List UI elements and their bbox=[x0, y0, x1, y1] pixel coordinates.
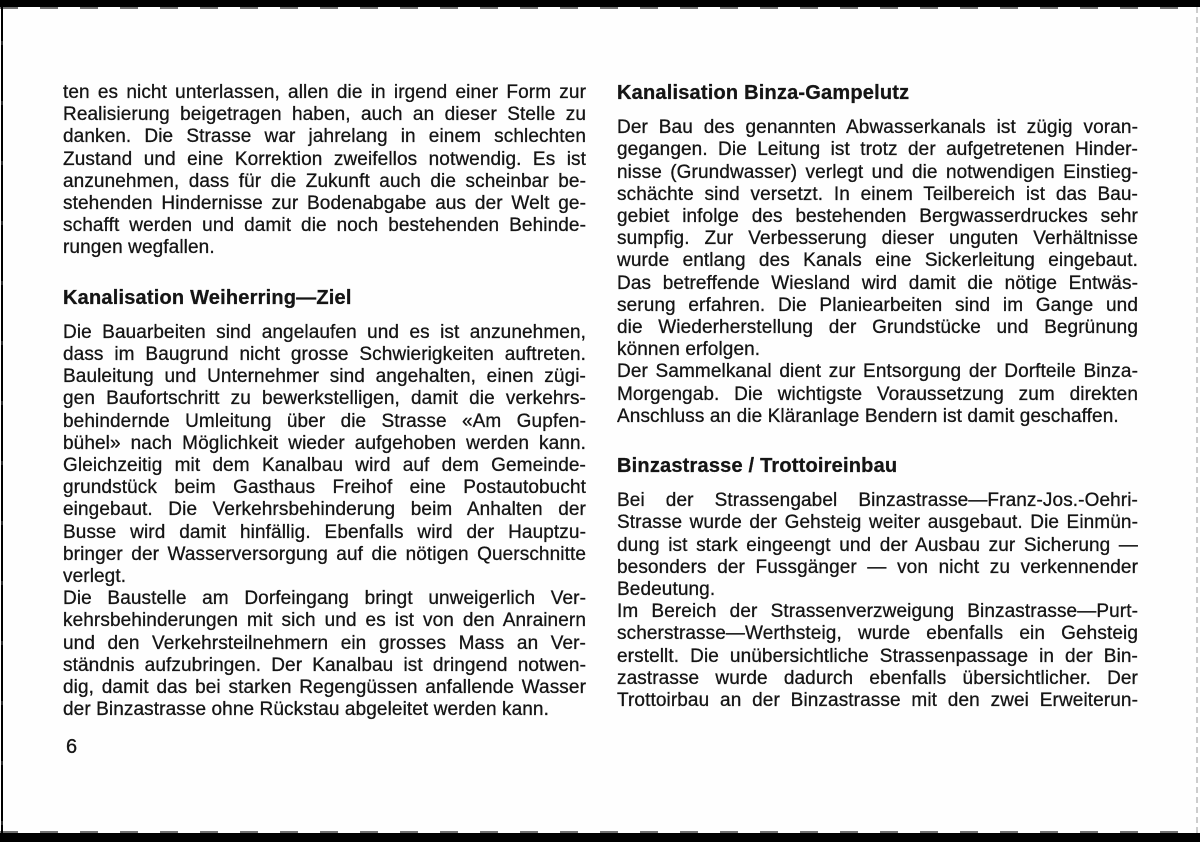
text-line: grundstück beim Gasthaus Freihof eine Postautobucht bbox=[63, 477, 586, 499]
paragraph bbox=[63, 322, 586, 722]
paragraph bbox=[617, 117, 1138, 428]
text-line: bringer der Wasserversorgung auf die nötigen Querschnitte bbox=[63, 543, 586, 565]
text-line: der Binzastrasse ohne Rückstau abgeleitet werden kann. bbox=[63, 699, 549, 721]
text-line: Die Bauarbeiten sind angelaufen und es ist anzunehmen, bbox=[63, 321, 586, 343]
text-line: ten es nicht unterlassen, allen die in irgend einer Form zur bbox=[63, 82, 586, 103]
text-line: sumpfig. Zur Verbesserung dieser unguten Verhältnisse bbox=[617, 228, 1138, 250]
text-line: dass im Baugrund nicht grosse Schwierigkeiten auftreten. bbox=[63, 344, 586, 366]
text-line: Morgengab. Die wichtigste Voraussetzung zum direkten bbox=[617, 383, 1138, 405]
text-line: Im Bereich der Strassenverzweigung Binzastrasse—Purt- bbox=[617, 601, 1138, 623]
text-line: verlegt. bbox=[63, 566, 127, 588]
paragraph bbox=[63, 82, 586, 260]
text-line: anzunehmen, dass für die Zukunft auch die scheinbar be- bbox=[63, 170, 586, 192]
text-line: wurde entlang des Kanals eine Sickerleitung eingebaut. bbox=[617, 250, 1138, 272]
text-line: schafft werden und damit die noch bestehenden Behinde- bbox=[63, 215, 586, 237]
page-number: 6 bbox=[66, 736, 78, 758]
text-line: eingebaut. Die Verkehrsbehinderung beim Anhalten der bbox=[63, 499, 586, 521]
text-line: zastrasse wurde dadurch ebenfalls übersichtlicher. Der bbox=[617, 667, 1138, 689]
text-line: Die Baustelle am Dorfeingang bringt unweigerlich Ver- bbox=[63, 588, 586, 610]
text-line: Anschluss an die Kläranlage Bendern ist damit geschaffen. bbox=[617, 405, 1119, 427]
text-line: erstellt. Die unübersichtliche Strassenpassage in der Bin- bbox=[617, 645, 1138, 667]
text-line: stehenden Hindernisse zur Bodenabgabe aus der Welt ge- bbox=[63, 193, 586, 215]
text-line: behindernde Umleitung über die Strasse «Am Gupfen- bbox=[63, 410, 586, 432]
text-line: gebiet infolge des bestehenden Bergwasserdruckes sehr bbox=[617, 206, 1138, 228]
right-column bbox=[617, 82, 1138, 712]
text-line: Realisierung beigetragen haben, auch an dieser Stelle zu bbox=[63, 104, 586, 126]
text-line: Bei der Strassengabel Binzastrasse—Franz-Jos.-Oehri- bbox=[617, 490, 1138, 512]
text-line: und den Verkehrsteilnehmern ein grosses Mass an Ver- bbox=[63, 632, 586, 654]
scan-edge-right-line bbox=[1196, 7, 1198, 833]
text-line: danken. Die Strasse war jahrelang in einem schlechten bbox=[63, 126, 586, 148]
text-line: Trottoirbau an der Binzastrasse mit den zwei Erweiterun- bbox=[617, 690, 1138, 712]
text-line: bühel» nach Möglichkeit wieder aufgehoben werden kann. bbox=[63, 432, 586, 454]
text-line: gegangen. Die Leitung ist trotz der aufgetretenen Hinder- bbox=[617, 139, 1138, 161]
text-line: die Wiederherstellung der Grundstücke und Begrünung bbox=[617, 317, 1138, 339]
text-line: Gleichzeitig mit dem Kanalbau wird auf dem Gemeinde- bbox=[63, 455, 586, 477]
text-line: rungen wegfallen. bbox=[63, 237, 215, 259]
text-line: können erfolgen. bbox=[617, 339, 761, 361]
text-line: dig, damit das bei starken Regengüssen anfallende Wasser bbox=[63, 677, 586, 699]
text-line: schächte sind versetzt. In einem Teilbereich ist das Bau- bbox=[617, 183, 1138, 205]
text-line: Strasse wurde der Gehsteig weiter ausgebaut. Die Einmün- bbox=[617, 512, 1138, 534]
text-line: besonders der Fussgänger — von nicht zu verkennender bbox=[617, 556, 1138, 578]
scan-edge-left-line bbox=[1, 7, 3, 833]
text-line: nisse (Grundwasser) verlegt und die notwendigen Einstieg- bbox=[617, 161, 1138, 183]
text-line: Zustand und eine Korrektion zweifellos notwendig. Es ist bbox=[63, 148, 586, 170]
text-line: Bauleitung und Unternehmer sind angehalten, einen zügi- bbox=[63, 366, 586, 388]
text-line: ständnis aufzubringen. Der Kanalbau ist dringend notwen- bbox=[63, 654, 586, 676]
section-heading: Kanalisation Binza-Gampelutz bbox=[617, 82, 910, 104]
paragraph bbox=[617, 490, 1138, 712]
text-line: scherstrasse—Werthsteig, wurde ebenfalls ein Gehsteig bbox=[617, 623, 1138, 645]
scan-border-top bbox=[0, 0, 1200, 7]
text-line: kehrsbehinderungen mit sich und es ist von den Anrainern bbox=[63, 610, 586, 632]
text-line: dung ist stark eingeengt und der Ausbau zur Sicherung — bbox=[617, 534, 1138, 556]
left-column bbox=[63, 82, 586, 721]
text-line: Der Bau des genannten Abwasserkanals ist zügig voran- bbox=[617, 117, 1138, 139]
text-line: serung erfahren. Die Planiearbeiten sind im Gange und bbox=[617, 294, 1138, 316]
section-heading: Kanalisation Weiherring—Ziel bbox=[63, 286, 352, 309]
text-line: gen Baufortschritt zu bewerkstelligen, damit die verkehrs- bbox=[63, 388, 586, 410]
scan-border-bottom bbox=[0, 833, 1200, 842]
text-line: Der Sammelkanal dient zur Entsorgung der Dorfteile Binza- bbox=[617, 361, 1138, 383]
text-line: Das betreffende Wiesland wird damit die nötige Entwäs- bbox=[617, 272, 1138, 294]
text-line: Busse wird damit hinfällig. Ebenfalls wird der Hauptzu- bbox=[63, 521, 586, 543]
section-heading: Binzastrasse / Trottoireinbau bbox=[617, 455, 898, 478]
text-line: Bedeutung. bbox=[617, 579, 716, 601]
